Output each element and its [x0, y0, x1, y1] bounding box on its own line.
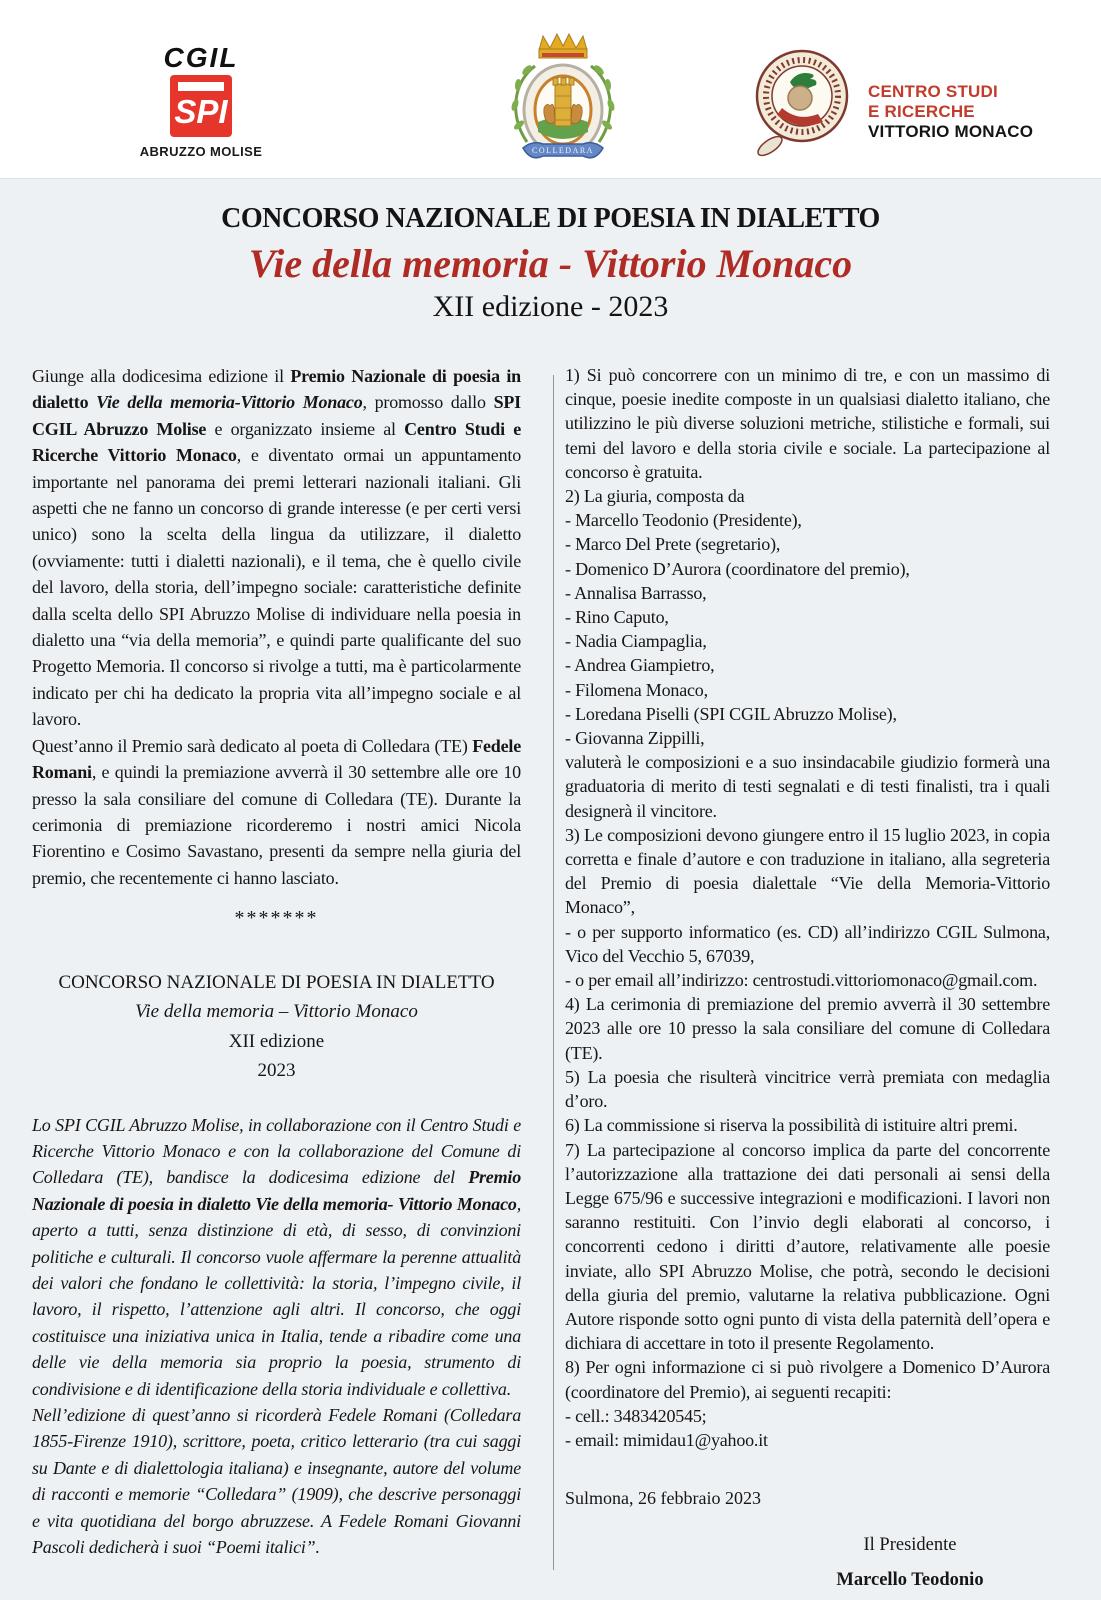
rule-line: - Marcello Teodonio (Presidente),	[565, 510, 802, 531]
colledara-crest	[497, 30, 629, 172]
signature-role: Il Presidente	[863, 1535, 957, 1556]
centro-studi-seal-icon	[752, 46, 852, 158]
rule-line: - Rino Caputo,	[565, 607, 669, 628]
cgil-region-label: ABRUZZO MOLISE	[139, 144, 263, 159]
rule-line: - Andrea Giampietro,	[565, 655, 715, 676]
column-divider	[553, 375, 554, 1570]
right-column	[565, 363, 1050, 1593]
rule-line: 5) La poesia che risulterà vincitrice verrà premiata con medaglia d’oro.	[565, 1066, 1050, 1112]
rule-line: - Filomena Monaco,	[565, 679, 708, 700]
ribbon-banner	[523, 143, 603, 158]
centro-studi-logo	[752, 46, 1033, 158]
fedele-romani-paragraph: Nell’edizione di quest’anno si ricorderà Fedele Romani (Colledara 1855-Firenze 1910), scrittore, poeta, critico letterario (tra cui saggi su Dante e di dialettologia italiana) e insegnante, autore del volume di racconti e memorie “Colledara” (1909), che descrive personaggi e vita quotidiana del borgo abruzzese. A Fedele Romani Giovanni Pascoli dedicherà i suoi “Poemi italici”.	[32, 1405, 521, 1558]
contest-heading-block	[32, 968, 521, 1086]
contest-heading-line1: CONCORSO NAZIONALE DI POESIA IN DIALETTO	[58, 971, 495, 993]
centro-line1: CENTRO STUDI	[868, 82, 998, 101]
contest-heading-line4: 2023	[257, 1060, 296, 1082]
intro-paragraph: Giunge alla dodicesima edizione il Premio Nazionale di poesia in dialetto Vie della memoria-Vittorio Monaco, promosso dallo SPI CGIL Abruzzo Molise e organizzato insieme al Centro Studi e Ricerche Vittorio Monaco, e diventato ormai un appuntamento importante nel panorama dei premi letterari nazionali italiani. Gli aspetti che ne fanno un concorso di grande interesse (e per certi versi unico) sono la scelta della lingua da utilizzare, il dialetto (ovviamente: tutti i dialetti nazionali), e il tema, che è quello civile del lavoro, della storia, dell’impegno sociale: caratteristiche definite dalla scelta dello SPI Abruzzo Molise di individuare nella poesia in dialetto una “via della memoria”, e quindi parte qualificante del suo Progetto Memoria. Il concorso si rivolge a tutti, ma è particolarmente indicato per chi ha dedicato la propria vita all’impegno sociale e al lavoro.	[32, 366, 521, 730]
rule-line: 4) La cerimonia di premiazione del premio avverrà il 30 settembre 2023 alle ore 10 presso la sala consiliare del comune di Colledara (TE).	[565, 994, 1050, 1063]
rule-line: - Loredana Piselli (SPI CGIL Abruzzo Molise),	[565, 703, 897, 724]
spi-wordmark: SPI	[174, 93, 228, 130]
contest-title: CONCORSO NAZIONALE DI POESIA IN DIALETTO	[221, 203, 880, 234]
ribbon-text: COLLEDARA	[532, 146, 594, 155]
rules-list	[565, 363, 1050, 1452]
dateline: Sulmona, 26 febbraio 2023	[565, 1488, 761, 1509]
centro-studi-text	[868, 82, 1033, 142]
dedication-paragraph: Quest’anno il Premio sarà dedicato al poeta di Colledara (TE) Fedele Romani, e quindi la premiazione avverrà il 30 settembre alle ore 10 presso la sala consiliare del comune di Colledara (TE). Durante la cerimonia di premiazione ricorderemo i nostri amici Nicola Fiorentino e Cosimo Savastano, presenti da sempre nella giuria del premio, che recentemente ci hanno lasciato.	[32, 735, 521, 888]
left-column	[32, 363, 521, 1560]
rule-line: - Annalisa Barrasso,	[565, 582, 707, 603]
header	[0, 0, 1101, 178]
stars-separator: *******	[234, 907, 319, 930]
centro-line3: VITTORIO MONACO	[868, 122, 1034, 141]
cgil-spi-logo	[138, 42, 264, 159]
rule-line: - cell.: 3483420545;	[565, 1405, 707, 1426]
spi-bar-decoration	[178, 82, 224, 91]
rule-line: - Domenico D’Aurora (coordinatore del premio),	[565, 558, 910, 579]
cgil-wordmark: CGIL	[163, 42, 239, 73]
crown-icon	[539, 34, 587, 58]
rule-line: 1) Si può concorrere con un minimo di tre, e con un massimo di cinque, poesie inedite composte in un qualsiasi dialetto italiano, che utilizzino le più diverse soluzioni metriche, stilistiche e formali, sui temi del lavoro e della storia civile e sociale. La partecipazione al concorso è gratuita.	[565, 365, 1050, 482]
spi-logo-box	[170, 75, 232, 137]
rule-line: - Giovanna Zippilli,	[565, 728, 705, 749]
rule-line: - Marco Del Prete (segretario),	[565, 534, 781, 555]
rule-line: valuterà le composizioni e a suo insindacabile giudizio formerà una graduatoria di merito di testi segnalati e di testi finalisti, tra i quali designerà il vincitore.	[565, 752, 1050, 821]
rule-line: 3) Le composizioni devono giungere entro il 15 luglio 2023, in copia corretta e finale d’autore e con traduzione in italiano, alla segreteria del Premio di poesia dialettale “Vie della Memoria-Vittorio Monaco”,	[565, 824, 1050, 918]
contest-subtitle: Vie della memoria - Vittorio Monaco	[248, 241, 853, 286]
rule-line: 2) La giuria, composta da	[565, 486, 745, 507]
announcement-paragraph: Lo SPI CGIL Abruzzo Molise, in collaborazione con il Centro Studi e Ricerche Vittorio Monaco e con la collaborazione del Comune di Colledara (TE), bandisce la dodicesima edizione del Premio Nazionale di poesia in dialetto Vie della memoria- Vittorio Monaco, aperto a tutti, senza distinzione di età, di sesso, di convinzioni politiche e culturali. Il concorso vuole affermare la perenne attualità dei valori che fondano le collettività: la storia, l’impegno civile, il lavoro, il rispetto, l’attenzione agli altri. Il concorso, che oggi costituisce una iniziativa unica in Italia, tende a ribadire come una delle vie della memoria sia proprio la poesia, strumento di condivisione e di identificazione della storia individuale e collettiva.	[32, 1114, 521, 1399]
title-block	[0, 179, 1101, 324]
rule-line: - o per supporto informatico (es. CD) all’indirizzo CGIL Sulmona, Vico del Vecchio 5, 67039,	[565, 921, 1050, 966]
rule-line: 6) La commissione si riserva la possibilità di istituire altri premi.	[565, 1115, 1018, 1136]
edition-line: XII edizione - 2023	[432, 290, 669, 323]
rule-line: - Nadia Ciampaglia,	[565, 631, 707, 652]
rule-line: 8) Per ogni informazione ci si può rivolgere a Domenico D’Aurora (coordinatore del Premio), ai seguenti recapiti:	[565, 1357, 1050, 1402]
rule-line: - o per email all’indirizzo: centrostudi.vittoriomonaco@gmail.com.	[565, 970, 1038, 991]
document-body	[0, 178, 1101, 1600]
signature-name: Marcello Teodonio	[836, 1570, 984, 1591]
rule-line: 7) La partecipazione al concorso implica da parte del concorrente l’autorizzazione alla trattazione dei dati personali ai sensi della Legge 675/96 e successive integrazioni e modificazioni. I lavori non saranno restituiti. Con l’invio degli elaborati al concorso, i concorrenti cedono i diritti d’autore, relativamente alle poesie inviate, allo SPI Abruzzo Molise, che potrà, secondo le decisioni della giuria del premio, valutarne la relativa pubblicazione. Ogni Autore risponde sotto ogni punto di vista della paternità dell’opera e dichiara di accettare in toto il presente Regolamento.	[565, 1139, 1050, 1354]
contest-heading-line2: Vie della memoria – Vittorio Monaco	[135, 1001, 418, 1023]
centro-line2: E RICERCHE	[868, 102, 975, 121]
signature-block	[760, 1532, 1060, 1593]
rule-line: - email: mimidau1@yahoo.it	[565, 1429, 768, 1450]
contest-heading-line3: XII edizione	[228, 1030, 325, 1052]
